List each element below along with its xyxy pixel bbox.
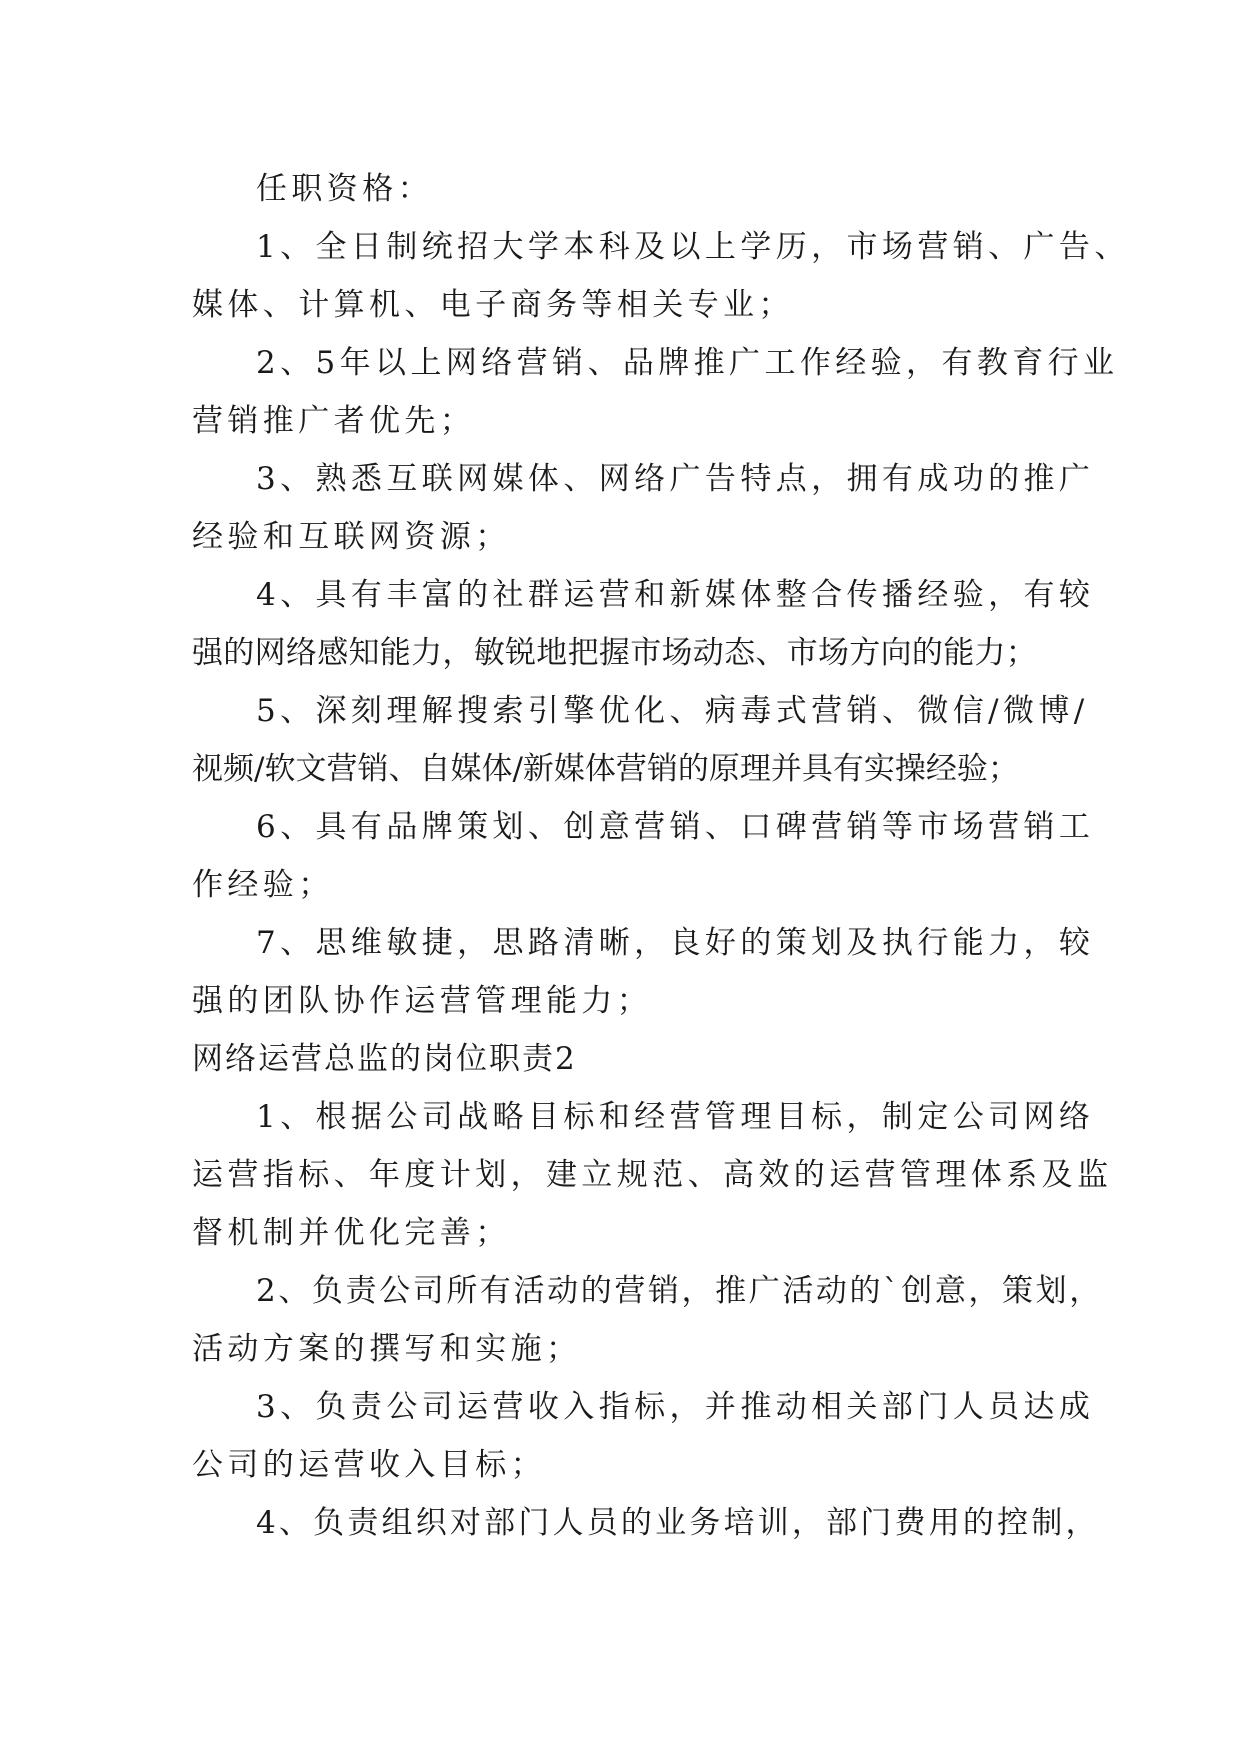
list-item-line: 1、全日制统招大学本科及以上学历，市场营销、广告、: [256, 229, 1130, 265]
list-item-line: 强的网络感知能力，敏锐地把握市场动态、市场方向的能力；: [192, 635, 1038, 671]
list-item-line: 营销推广者优先；: [192, 403, 476, 439]
list-item-line: 作经验；: [192, 867, 334, 903]
list-item-line: 7、思维敏捷，思路清晰，良好的策划及执行能力，较: [256, 925, 1095, 961]
list-item-line: 4、负责组织对部门人员的业务培训，部门费用的控制，: [256, 1505, 1100, 1541]
list-item-line: 视频/软文营销、自媒体/新媒体营销的原理并具有实操经验；: [192, 751, 1019, 787]
section-heading: 网络运营总监的岗位职责2: [192, 1041, 577, 1077]
section-title: 任职资格：: [256, 171, 433, 207]
list-item-line: 6、具有品牌策划、创意营销、口碑营销等市场营销工: [256, 809, 1095, 845]
list-item-line: 强的团队协作运营管理能力；: [192, 983, 653, 1019]
list-item-line: 2、负责公司所有活动的营销，推广活动的`创意，策划，: [256, 1273, 1103, 1309]
list-item-line: 公司的运营收入目标；: [192, 1447, 546, 1483]
list-item-line: 2、5年以上网络营销、品牌推广工作经验，有教育行业: [256, 345, 1119, 381]
list-item-line: 4、具有丰富的社群运营和新媒体整合传播经验，有较: [256, 577, 1095, 613]
list-item-line: 督机制并优化完善；: [192, 1215, 511, 1251]
list-item-line: 5、深刻理解搜索引擎优化、病毒式营销、微信/微博/: [256, 693, 1089, 729]
list-item-line: 活动方案的撰写和实施；: [192, 1331, 582, 1367]
list-item-line: 3、熟悉互联网媒体、网络广告特点，拥有成功的推广: [256, 461, 1095, 497]
document-page: [192, 160, 1130, 1552]
list-item-line: 1、根据公司战略目标和经营管理目标，制定公司网络: [256, 1099, 1095, 1135]
list-item-line: 运营指标、年度计划，建立规范、高效的运营管理体系及监: [192, 1157, 1113, 1193]
list-item-line: 经验和互联网资源；: [192, 519, 511, 555]
list-item-line: 3、负责公司运营收入指标，并推动相关部门人员达成: [256, 1389, 1095, 1425]
list-item-line: 媒体、计算机、电子商务等相关专业；: [192, 287, 794, 323]
